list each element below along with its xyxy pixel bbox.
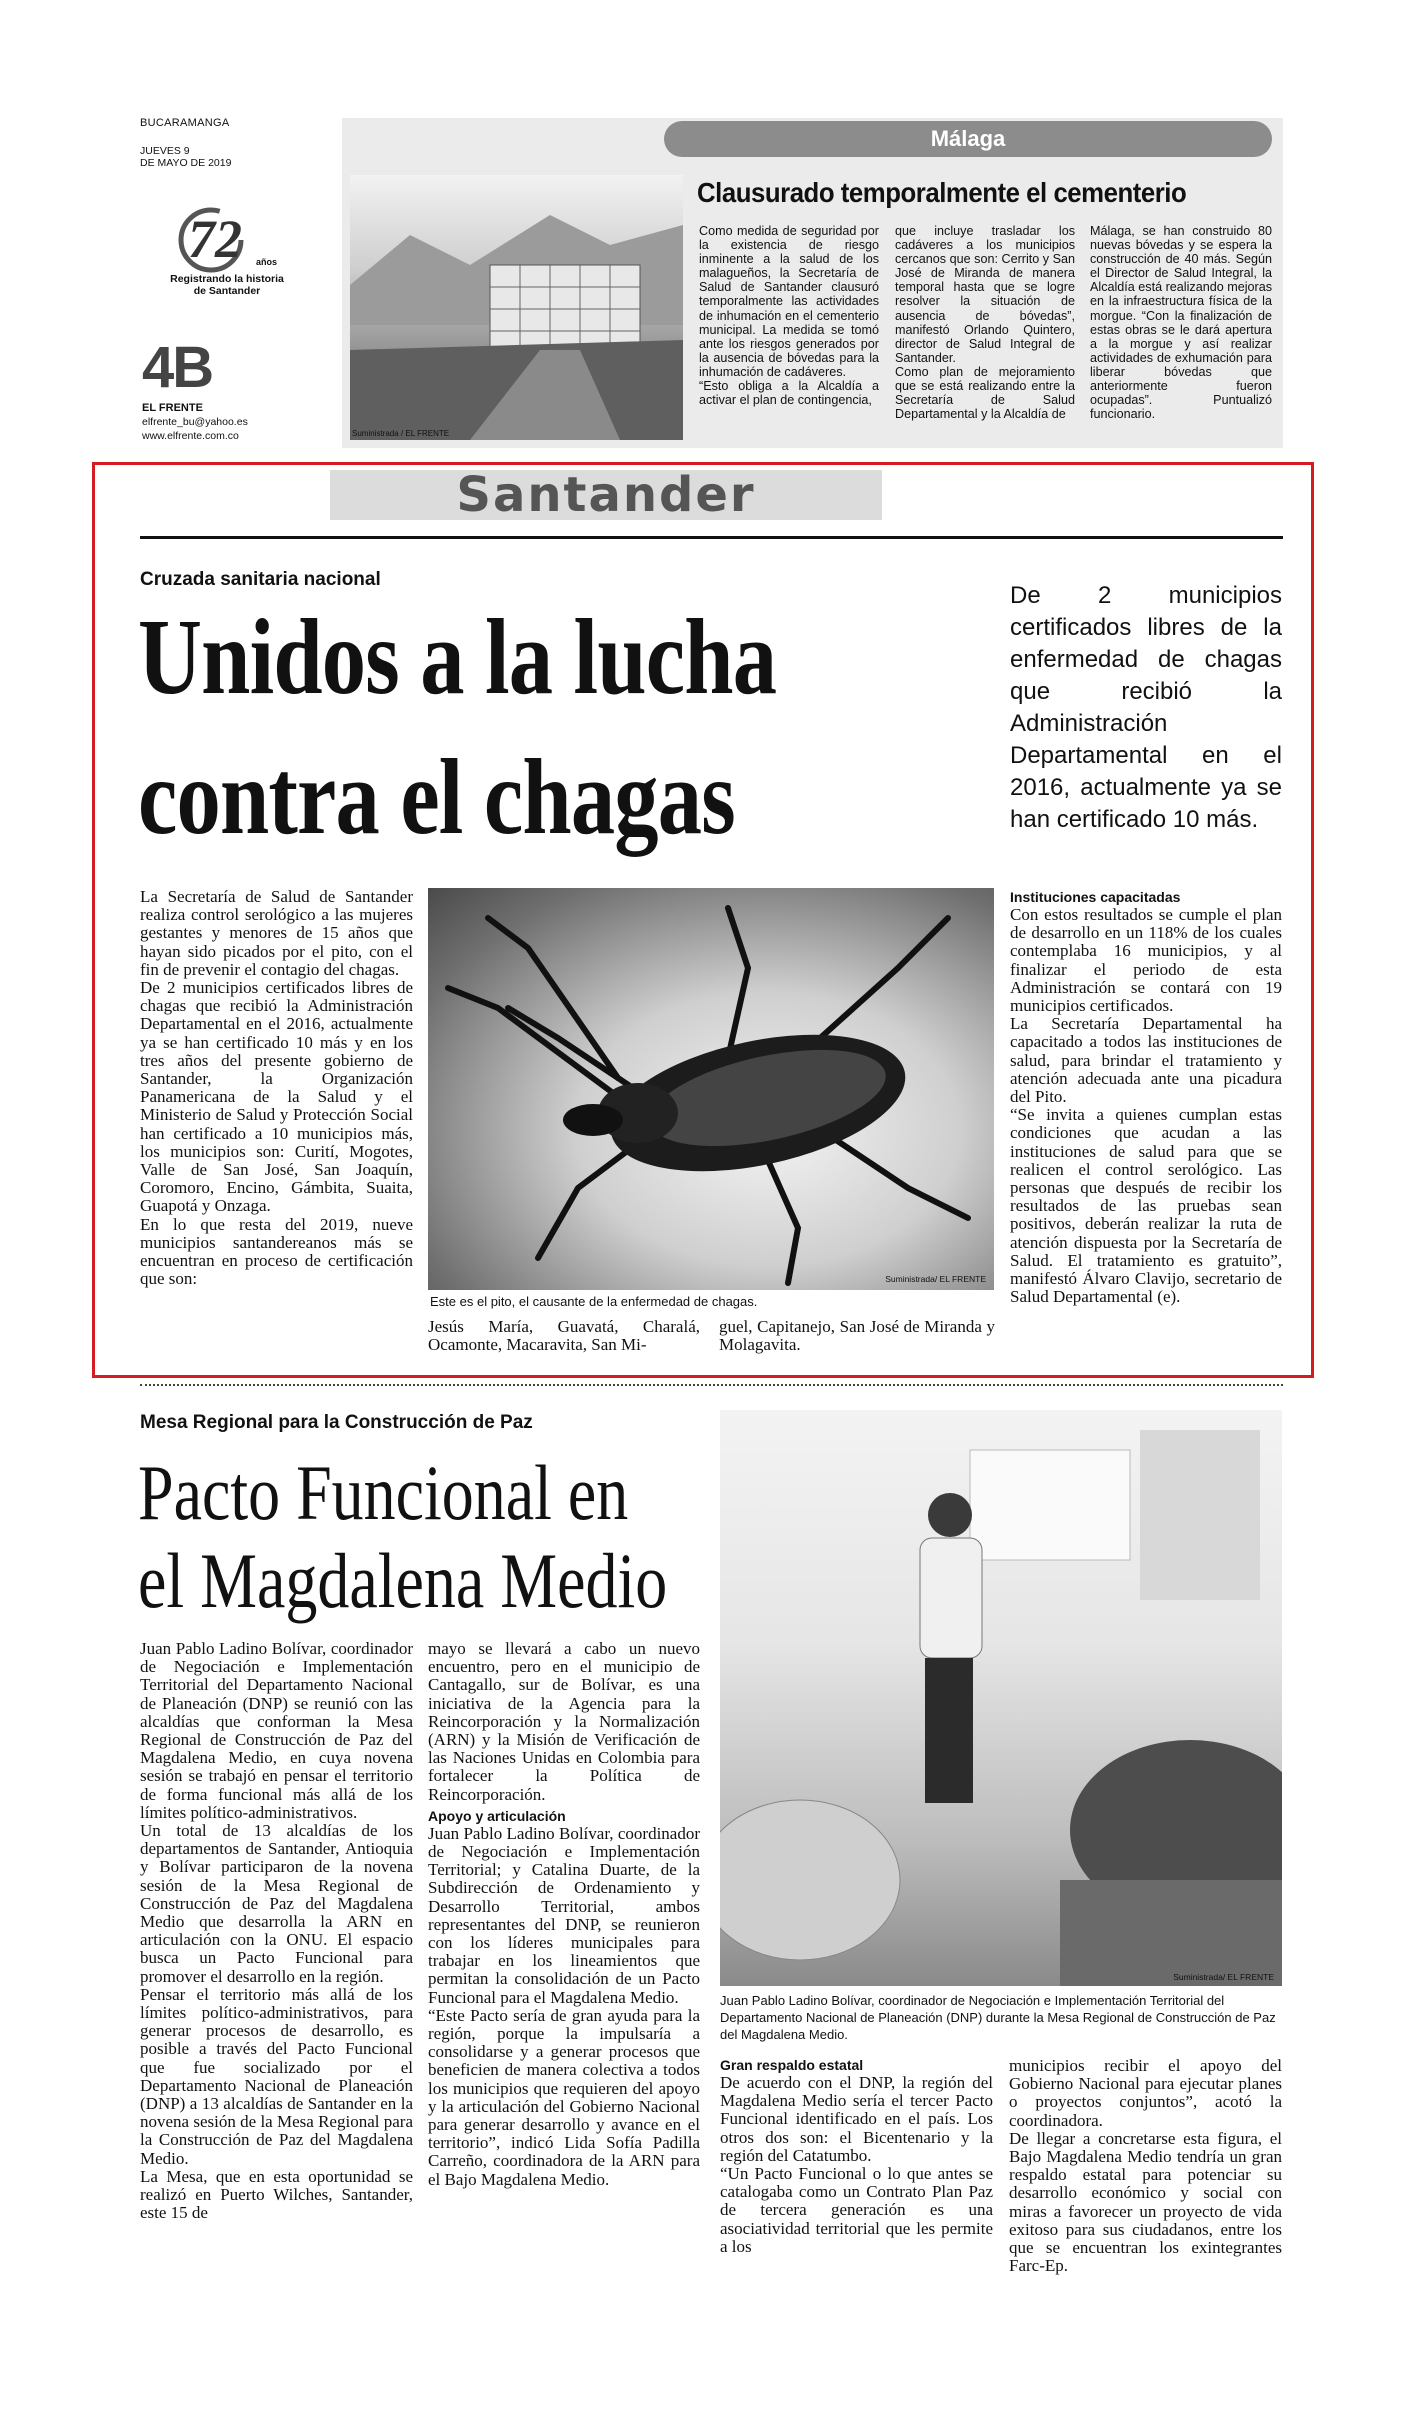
pacto-col-1: Juan Pablo Ladino Bolívar, coordinador de Negociación e Implementación Territorial del Departamento Nacional de Planeación (DNP) se reunió con las alcaldías que conforman la Mesa Regional de Construcción de Paz del Magdalena Medio, en cuya novena sesión se trabajó en pensar el territorio de forma funcional más allá de los límites político-administrativos. Un total de 13 alcaldías de los departamentos de Santander, Antioquia y Bolívar participaron de la novena sesión de la Mesa Regional de Construcción de Paz del Magdalena Medio que desarrolla la ARN en articulación con la ONU. El espacio busca un Pacto Funcional para promover el desarrollo en la región. Pensar el territorio más allá de los límites político-administrativos, para generar procesos de desarrollo, es posible a través del Pacto Funcional que fue socializado por el Departamento Nacional de Planeación (DNP) a 13 alcaldías de Santander en la novena sesión de la Mesa Regional para la Construcción de Paz del Magdalena Medio. La Mesa, que en esta oportunidad se realizó en Puerto Wilches, Santander, este 15 de <box>140 1639 413 2223</box>
chagas-subhead: Instituciones capacitadas <box>1010 889 1181 905</box>
meeting-photo <box>720 1410 1282 1986</box>
malaga-box <box>342 118 1283 448</box>
pacto-col-2a: mayo se llevará a cabo un nuevo encuentro, pero en el municipio de Cantagallo, sur de Bolívar, es una iniciativa de la Agencia para la Reincorporación y la Normalización (ARN) y la Misión de Verificación de las Naciones Unidas en Colombia para fortalecer la Política de Reincorporación. <box>428 1639 700 1804</box>
pacto-photo-credit: Suministrada/ EL FRENTE <box>1173 1972 1274 1982</box>
page-number: 4B <box>142 335 213 400</box>
pacto-col-4: municipios recibir el apoyo del Gobierno Nacional para ejecutar planes o proyectos conjuntos”, acotó la coordinadora. De llegar a concretarse esta figura, el Bajo Magdalena Medio tendría un gran respaldo estatal para potenciar su desarrollo económico y social con miras a favorecer un proyecto de vida exitoso para sus ciudadanos, entre los que se encuentran los exintegrantes Farc-Ep. <box>1009 2056 1282 2276</box>
contact-web: www.elfrente.com.co <box>142 430 239 442</box>
masthead <box>140 117 340 447</box>
paper-name: EL FRENTE <box>142 402 203 414</box>
masthead-city: BUCARAMANGA <box>140 117 230 129</box>
logo-number: 72 <box>188 209 242 269</box>
malaga-tab <box>664 121 1272 157</box>
pacto-subhead-b: Gran respaldo estatal <box>720 2057 864 2073</box>
cemetery-photo <box>350 175 683 440</box>
chagas-kicker: Cruzada sanitaria nacional <box>140 569 381 590</box>
pacto-caption: Juan Pablo Ladino Bolívar, coordinador de Negociación e Implementación Territorial del Departamento Nacional de Planeación (DNP) durante la Mesa Regional de Construcción de Paz del Magdalena Medio. <box>720 1993 1276 2042</box>
malaga-col-3: Málaga, se han construido 80 nuevas bóvedas y se espera la construcción de 40 más. Según el Director de Salud Integral, la Alcaldía está realizando mejoras en la infraestructura física de la morgue. “Con la finalización de estas obras se le dará apertura a la morgue y así realizar actividades de exhumación para liberar bóvedas que anteriormente fueron ocupadas”. Puntualizó funcionario. <box>1090 224 1273 422</box>
chagas-col-4: Con estos resultados se cumple el plan de desarrollo en un 118% de los cuales contemplaba 16 municipios, y al finalizar el periodo de esta Administración se contará con 19 municipios certificados. La Secretaría Departamental ha capacitado a todos las instituciones de salud, para brindar el tratamiento y atención adecuada ante una picadura del Pito. “Se invita a quienes cumplan estas condiciones que acudan a las instituciones de salud para que se realicen el control serológico. Las personas que después de recibir los resultados de las pruebas sean positivos, deberán realizar la ruta de atención dispuesta por la Secretaría de Salud. El tratamiento es gratuito”, manifestó Álvaro Clavijo, secretario de Salud Departamental (e). <box>1010 905 1282 1307</box>
masthead-day: JUEVES 9 <box>140 145 190 157</box>
malaga-photo-credit: Suministrada / EL FRENTE <box>352 429 450 438</box>
kissing-bug-photo <box>428 888 994 1290</box>
section-title: Santander <box>456 467 756 523</box>
cemetery-photo-illustration <box>350 175 683 440</box>
malaga-title: Clausurado temporalmente el cementerio <box>697 177 1187 208</box>
section-rule <box>140 536 1283 539</box>
pacto-headline-2: el Magdalena Medio <box>138 1537 668 1624</box>
masthead-date: DE MAYO DE 2019 <box>140 157 232 169</box>
malaga-col-2: que incluye trasladar los cadáveres a los municipios cercanos que son: Cerrito y San José de Miranda de manera temporal hasta que se logre resolver la situación de ausencia de bóvedas”, manifestó Orlando Quintero, director de Salud Integral de Santander. Como plan de mejoramiento que se está realizando entre la Secretaría de Salud Departamental y la Alcaldía de <box>895 224 1075 422</box>
pacto-headline-1: Pacto Funcional en <box>138 1449 629 1536</box>
pacto-kicker: Mesa Regional para la Construcción de Paz <box>140 1412 533 1433</box>
chagas-col-1: La Secretaría de Salud de Santander realiza control serológico a las mujeres gestantes y menores de 15 años que hayan sido picados por el pito, con el fin de prevenir el contagio del chagas. De 2 municipios certificados libres de chagas que recibió la Administración Departamental en el 2016, actualmente ya se han certificado 10 más y en los tres años del presente gobierno de Santander, la Organización Panamericana de la Salud y el Ministerio de Salud y Protección Social han certificado a 10 municipios más, los municipios son: Curití, Mogotes, Valle de San José, San Joaquín, Coromoro, Encino, Gámbita, Suaita, Guapotá y Onzaga. En lo que resta del 2019, nueve municipios santandereanos más se encuentran en proceso de certificación que son: <box>140 887 413 1289</box>
logo-text: Registrando la historia de Santander <box>170 273 284 297</box>
contact-email: elfrente_bu@yahoo.es <box>142 416 248 428</box>
malaga-col-1: Como medida de seguridad por la existencia de riesgo inminente a la salud de los malagueños, la Secretaría de Salud de Santander clausuró temporalmente las actividades de inhumación en el cementerio municipal. La medida se tomó ante los riesgos generados por la ausencia de bóvedas para la inhumación de cadáveres. “Esto obliga a la Alcaldía a activar el plan de contingencia, <box>699 224 879 408</box>
pacto-col-2b: Juan Pablo Ladino Bolívar, coordinador de Negociación e Implementación Territorial; y Catalina Duarte, de la Subdirección de Ordenamiento y Desarrollo Territorial, ambos representantes del DNP, se reunieron con los líderes municipales para trabajar en los lineamientos que permitan la consolidación de un Pacto Funcional para el Magdalena Medio. “Este Pacto sería de gran ayuda para la región, porque la impulsaría a consolidarse y a generar procesos que beneficien de manera colectiva a todos los municipios que requieren del apoyo y la articulación del Gobierno Nacional para generar desarrollo y avance en el territorio”, indicó Lida Sofía Padilla Carreño, coordinadora de la ARN para el Bajo Magdalena Medio. <box>428 1823 700 2189</box>
kissing-bug-icon <box>428 888 994 1290</box>
pacto-col-2-wrap <box>428 1640 700 2189</box>
chagas-col-4-wrap <box>1010 889 1282 1306</box>
chagas-col-2: Jesús María, Guavatá, Charalá, Ocamonte, Macaravita, San Mi- <box>428 1317 700 1355</box>
chagas-caption: Este es el pito, el causante de la enfermedad de chagas. <box>430 1294 758 1309</box>
meeting-photo-illustration <box>720 1410 1282 1986</box>
logo-years: años <box>256 257 278 267</box>
pacto-subhead-a: Apoyo y articulación <box>428 1807 566 1824</box>
chagas-col-3: guel, Capitanejo, San José de Miranda y Molagavita. <box>719 1317 995 1355</box>
pacto-col-3: De acuerdo con el DNP, la región del Magdalena Medio sería el tercer Pacto Funcional identificado en el país. Los otros dos son: el Bicentenario y la región del Catatumbo. “Un Pacto Funcional o lo que antes se catalogaba como un Contrato Plan Paz de tercera generación es una asociatividad territorial que les permite a los <box>720 2073 993 2256</box>
chagas-bottom-rule <box>140 1384 1283 1386</box>
section-banner <box>330 467 882 523</box>
chagas-photo-credit: Suministrada/ EL FRENTE <box>885 1274 986 1284</box>
pacto-col-3-wrap <box>720 2057 993 2256</box>
chagas-deck: De 2 municipios certificados libres de la enfermedad de chagas que recibió la Administración Departamental en el 2016, actualmente ya se han certificado 10 más. <box>1010 582 1282 833</box>
malaga-tab-label: Málaga <box>930 126 1006 151</box>
chagas-headline-1: Unidos a la lucha <box>138 598 777 717</box>
anniversary-logo <box>168 205 298 320</box>
chagas-headline-2: contra el chagas <box>138 738 735 857</box>
